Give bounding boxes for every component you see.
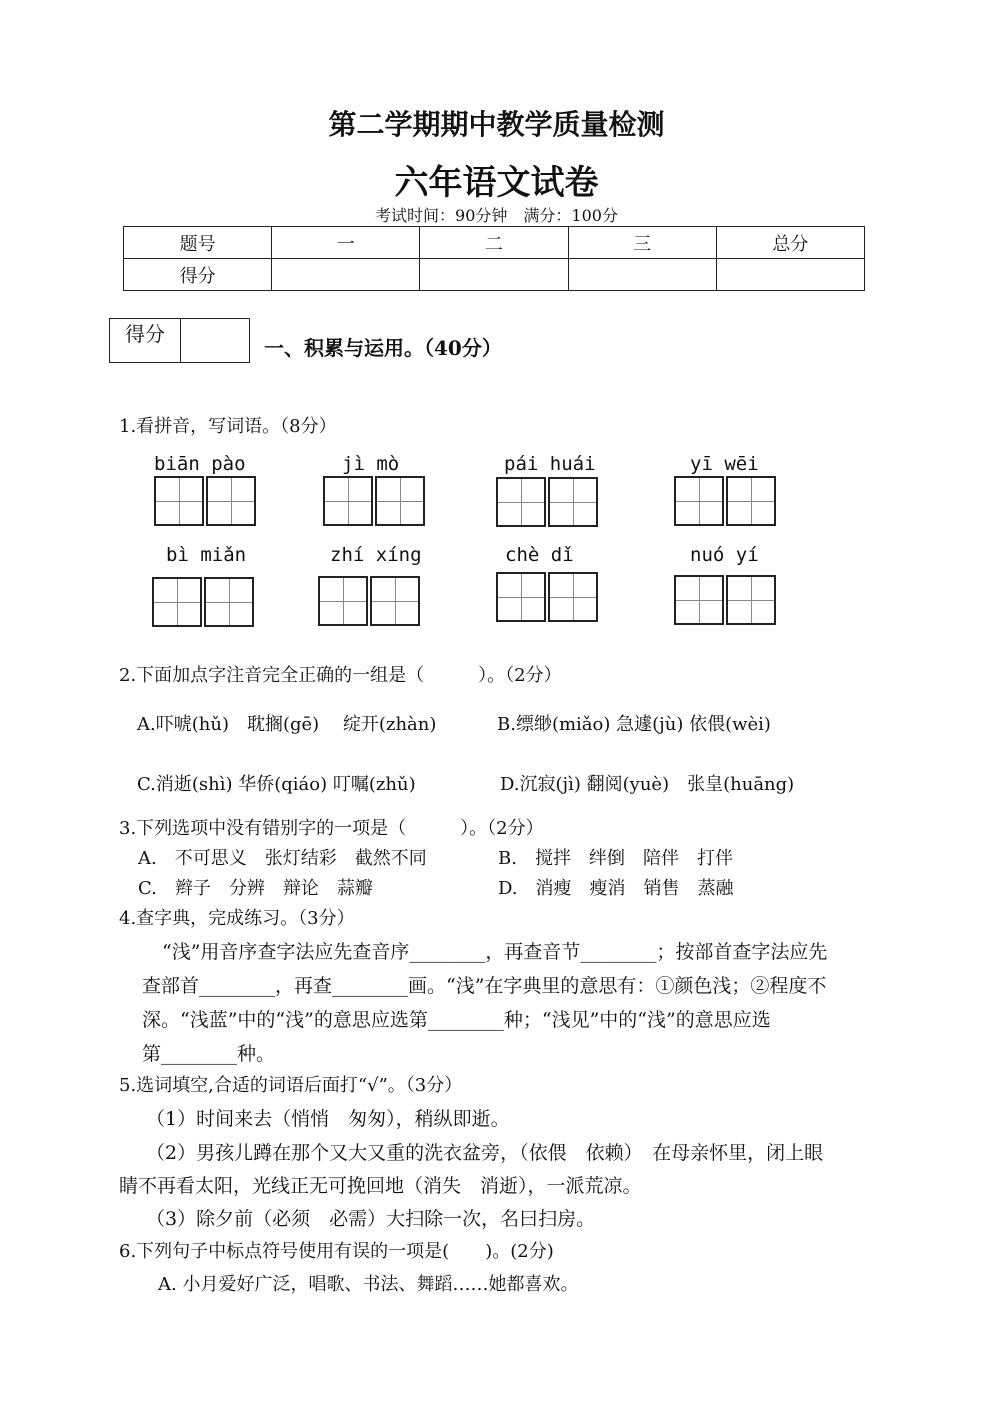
section-score-label: 得分 [110,319,181,362]
exam-subtitle: 六年语文试卷 [394,163,599,203]
option-letter: A. [137,714,156,735]
option-word: 依偎(wèi) [689,714,771,735]
exam-title: 第二学期期中教学质量检测 [328,108,665,141]
writing-grid[interactable] [496,572,598,622]
writing-grid[interactable] [674,476,776,526]
writing-grid[interactable] [154,476,256,526]
writing-grid[interactable] [323,476,425,526]
option-word: 消逝(shì) [155,774,233,795]
score-field[interactable] [272,259,420,291]
score-field[interactable] [716,259,864,291]
question-6-option-a: A. 小月爱好广泛，唱歌、书法、舞蹈……她都喜欢。 [158,1274,579,1295]
question-1-title: 1.看拼音，写词语。（8分） [119,416,337,437]
question-5-item: （3）除夕前（必须 必需）大扫除一次，名曰扫房。 [146,1208,596,1230]
question-3-option-d: D. 消瘦 瘦消 销售 蒸融 [498,878,734,899]
table-row [124,227,865,259]
section-title: 一、积累与运用。（40分） [264,336,502,360]
table-row [124,259,865,291]
question-4-text: 第________种。 [142,1043,276,1065]
question-2-title: 2.下面加点字注音完全正确的一组是（ ）。（2分） [119,665,562,686]
pinyin-label: bì miǎn [166,544,247,566]
option-word: 翻阅(yuè) [586,774,670,795]
pinyin-label: pái huái [504,453,596,475]
exam-info: 考试时间：90分钟 满分：100分 [375,206,618,225]
table-cell: 得分 [124,259,272,291]
score-field[interactable] [568,259,716,291]
option-word: 叮嘱(zhǔ) [332,774,416,795]
question-5-title: 5.选词填空,合适的词语后面打“√”。（3分） [119,1075,463,1096]
question-3-option-b: B. 搅拌 绊倒 陪伴 打伴 [498,848,733,869]
score-field[interactable] [420,259,568,291]
question-2-option-b [497,710,771,736]
writing-grid[interactable] [318,576,420,626]
option-word: 缥缈(miǎo) [515,714,611,735]
question-4-title: 4.查字典，完成练习。（3分） [119,908,355,929]
table-cell: 总分 [716,227,864,259]
question-6-title: 6.下列句子中标点符号使用有误的一项是( )。(2分) [119,1241,554,1262]
question-2-option-c [137,770,416,796]
pinyin-label: biān pào [154,453,246,475]
question-3-option-a: A. 不可思义 张灯结彩 截然不同 [138,848,427,869]
question-3-title: 3.下列选项中没有错别字的一项是（ ）。（2分） [119,818,544,839]
table-cell: 三 [568,227,716,259]
table-cell: 一 [272,227,420,259]
option-word: 急遽(jù) [616,714,684,735]
score-table [123,226,865,291]
question-4-text: “浅”用音序查字法应先查音序________，再查音节________；按部首查字法应先 [162,941,828,963]
section-score-box [109,318,250,363]
question-4-text: 查部首________，再查________画。“浅”在字典里的意思有：①颜色浅；②程度不 [142,975,827,997]
question-4-text: 深。“浅蓝”中的“浅”的意思应选第________种；“浅见”中的“浅”的意思应选 [142,1009,771,1031]
question-2-option-d [500,770,794,796]
question-5-item: 睛不再看太阳，光线正无可挽回地（消失 消逝），一派荒凉。 [119,1175,642,1197]
question-5-item: （2）男孩儿蹲在那个又大又重的洗衣盆旁，（依偎 依赖） 在母亲怀里，闭上眼 [146,1142,824,1164]
question-3-option-c: C. 辫子 分辨 辩论 蒜瓣 [138,878,373,899]
writing-grid[interactable] [152,577,254,627]
option-word: 吓唬(hǔ) [155,714,229,735]
pinyin-label: nuó yí [690,544,759,566]
writing-grid[interactable] [496,477,598,527]
pinyin-label: chè dǐ [505,544,574,566]
option-word: 沉寂(jì) [519,774,581,795]
question-2-option-a [137,710,436,736]
question-5-item: （1）时间来去（悄悄 匆匆），稍纵即逝。 [146,1108,510,1130]
table-cell: 题号 [124,227,272,259]
writing-grid[interactable] [674,575,776,625]
option-letter: C. [137,774,156,795]
pinyin-label: zhí xíng [330,544,422,566]
option-word: 绽开(zhàn) [342,714,437,735]
option-word: 耽搁(gē) [246,714,320,735]
option-word: 张皇(huāng) [687,774,795,795]
option-word: 华侨(qiáo) [238,774,328,795]
table-cell: 二 [420,227,568,259]
pinyin-label: jì mò [342,453,400,475]
pinyin-label: yī wēi [690,453,759,475]
option-letter: D. [500,774,520,795]
option-letter: B. [497,714,516,735]
